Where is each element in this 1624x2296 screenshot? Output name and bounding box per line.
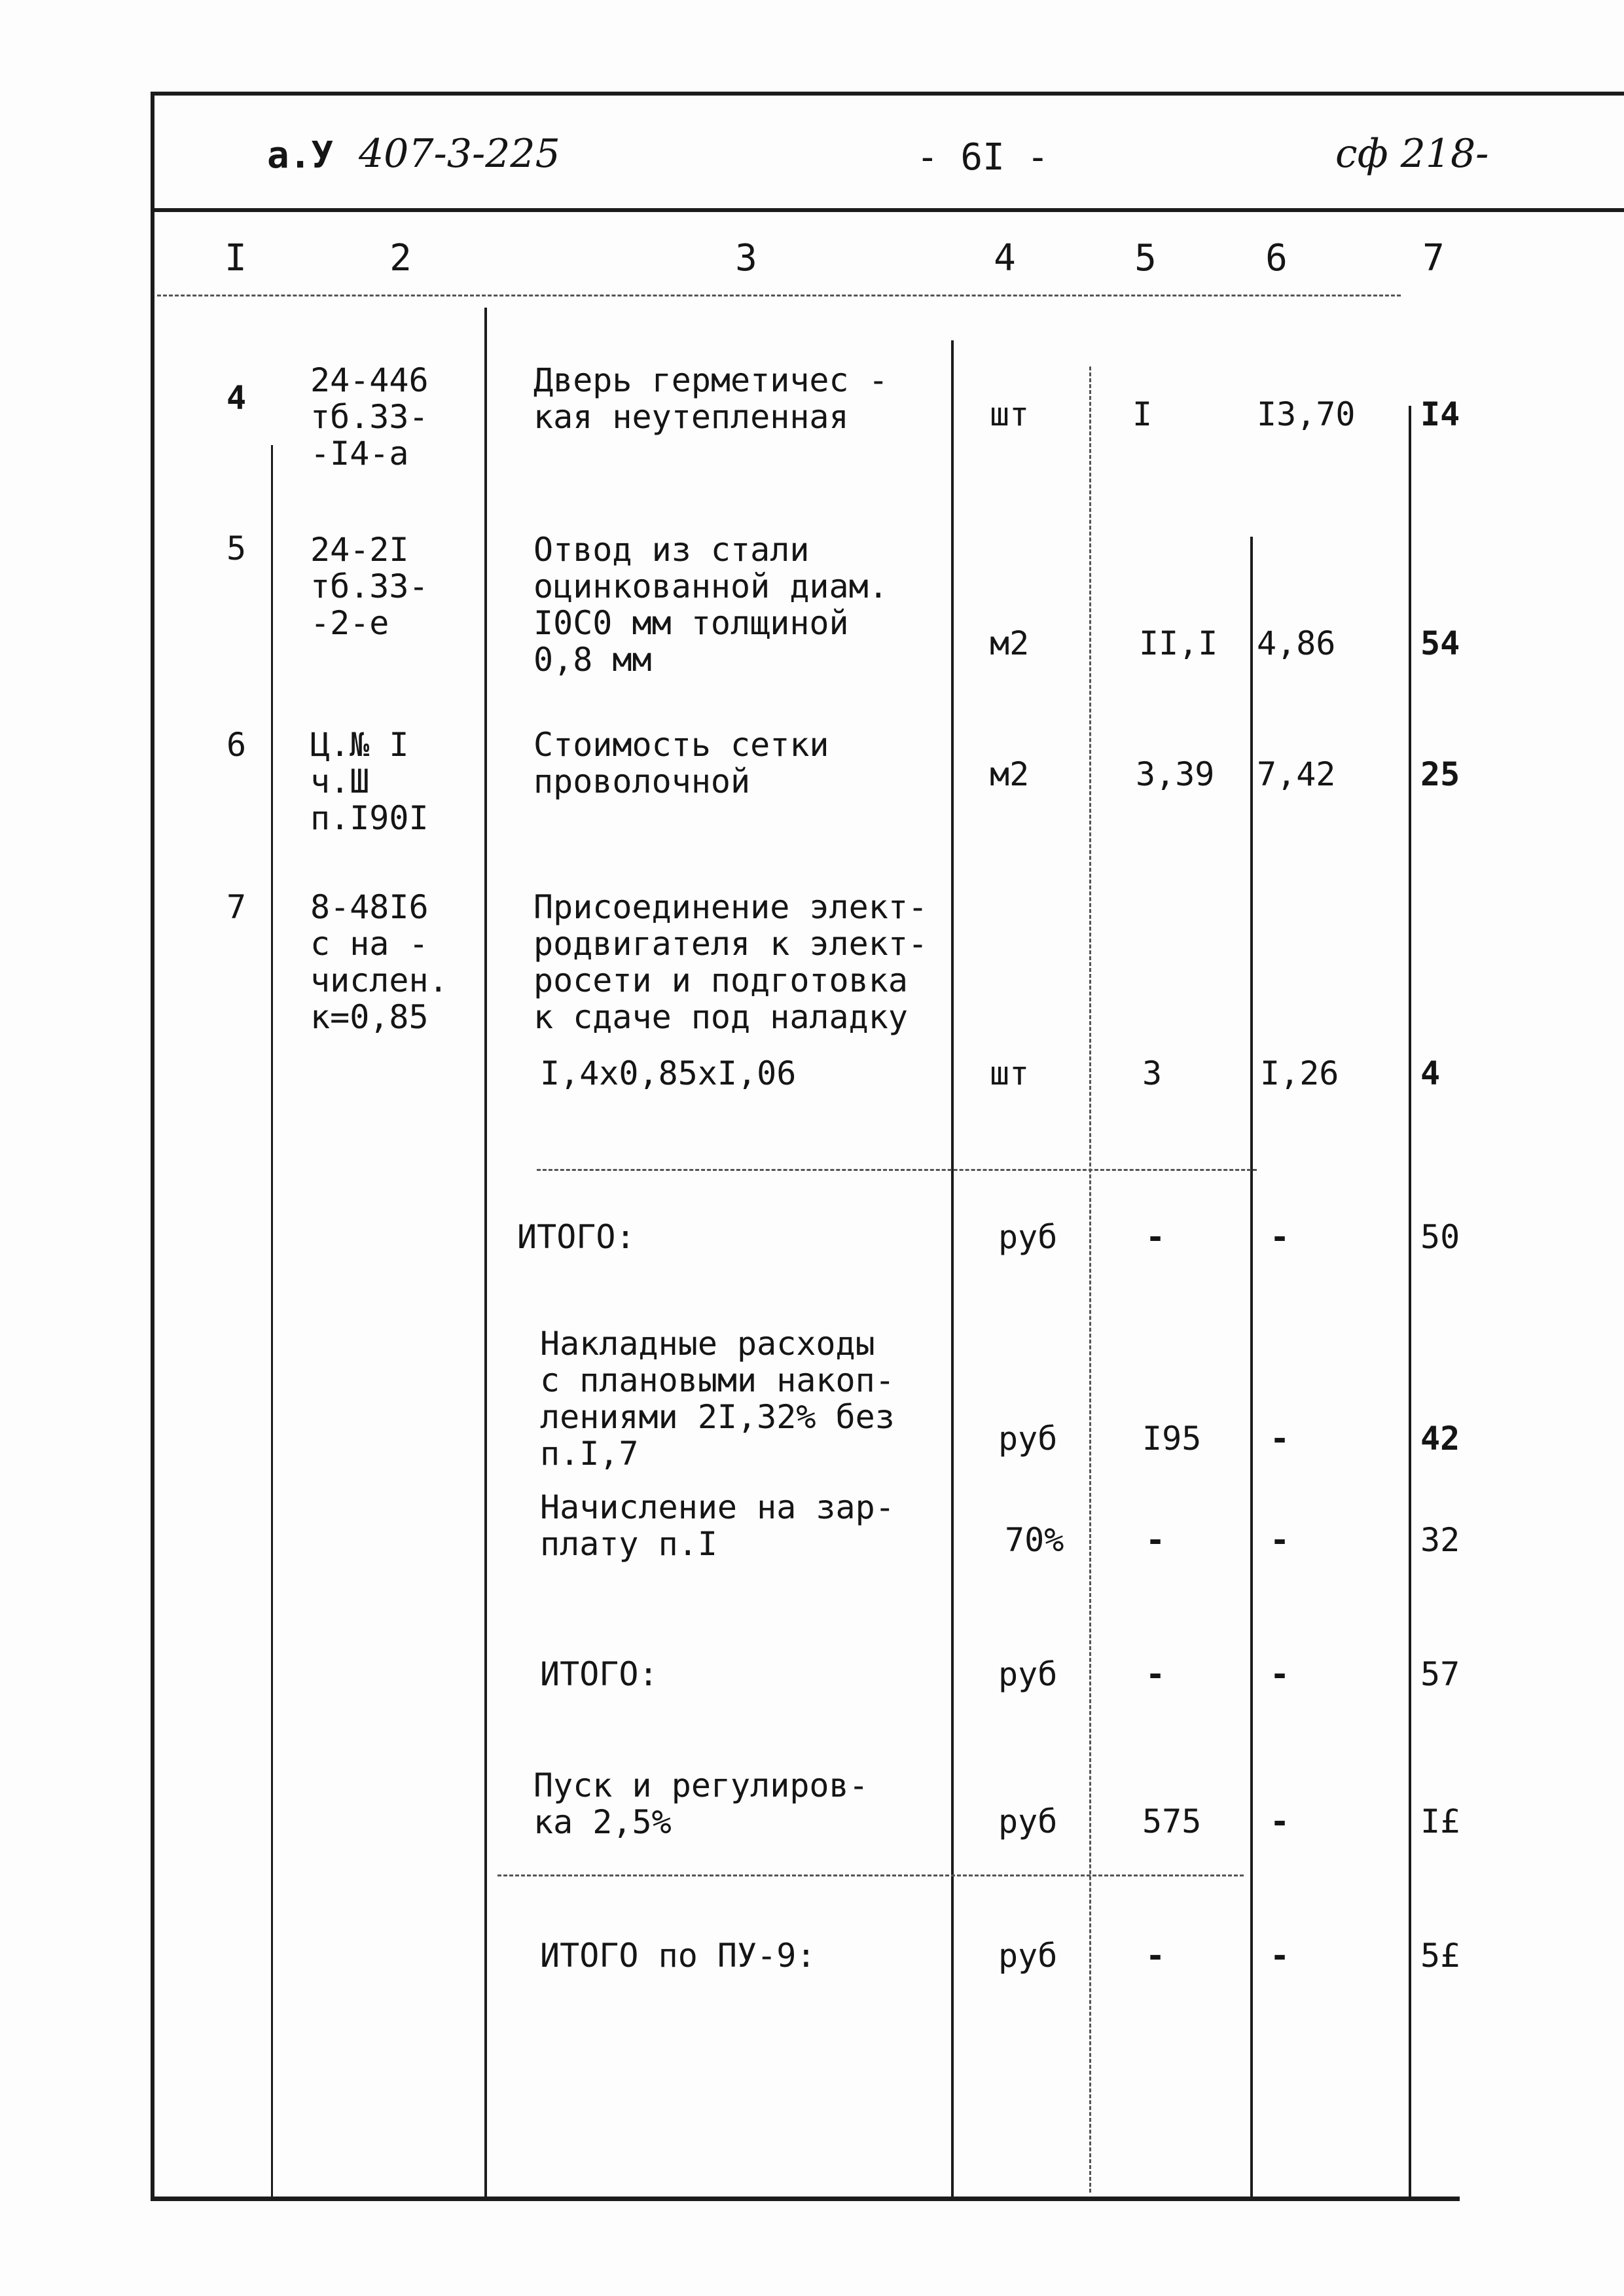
row-reference: 8-48I6 с на - числен. к=0,85: [310, 888, 448, 1036]
summary-quantity: -: [1146, 1655, 1166, 1693]
summary-price: -: [1270, 1420, 1290, 1458]
summary-price: -: [1270, 1521, 1290, 1559]
summary-label: Накладные расходы с плановыми накоп- лениями 2I,32% без п.I,7: [540, 1325, 895, 1473]
column-divider-3: [951, 340, 954, 2199]
summary-label: ИТОГО:: [540, 1655, 659, 1693]
top-border: [151, 92, 1624, 96]
row-quantity: II,I: [1139, 624, 1218, 662]
column-header-4: 4: [994, 237, 1016, 279]
left-border: [151, 92, 154, 2200]
column-divider-5: [1250, 537, 1253, 2199]
row-unit: шт: [990, 395, 1030, 433]
summary-unit: руб: [998, 1218, 1058, 1256]
summary-unit: руб: [998, 1420, 1058, 1458]
summary-label: ИТОГО по ПУ-9:: [540, 1937, 816, 1975]
column-divider-4: [1089, 367, 1091, 2193]
column-header-underline: [157, 295, 1401, 296]
row-total: 25: [1420, 755, 1460, 793]
column-header-6: 6: [1265, 237, 1288, 279]
column-header-3: 3: [735, 237, 757, 279]
summary-label: Начисление на зар- плату п.I: [540, 1488, 895, 1563]
row-description: Отвод из стали оцинкованной диам. I0С0 мм толщиной 0,8 мм: [533, 531, 888, 679]
row-total: 4: [1420, 1054, 1441, 1092]
row-total: 54: [1420, 624, 1460, 662]
row-description: Стоимость сетки проволочной: [533, 726, 829, 800]
row-number: 6: [226, 726, 247, 764]
summary-total: 42: [1420, 1420, 1460, 1458]
bottom-border: [151, 2197, 1460, 2201]
page-number: - 6I -: [916, 136, 1049, 179]
row-reference: 24-446 тб.33- -I4-а: [310, 361, 429, 473]
summary-total: 32: [1420, 1521, 1460, 1559]
row-total: I4: [1420, 395, 1460, 433]
row-unit: м2: [990, 624, 1030, 662]
summary-quantity: -: [1146, 1218, 1166, 1256]
summary-quantity: I95: [1142, 1420, 1202, 1458]
summary-label: ИТОГО:: [517, 1218, 636, 1256]
row-quantity: 3: [1142, 1054, 1163, 1092]
summary-quantity: -: [1146, 1937, 1166, 1975]
row-price: 7,42: [1257, 755, 1336, 793]
row-description: Дверь герметичес - кая неутепленная: [533, 361, 888, 436]
row-price: I,26: [1260, 1054, 1339, 1092]
summary-unit: руб: [998, 1803, 1058, 1840]
summary-quantity: 575: [1142, 1803, 1202, 1840]
summary-total: 57: [1420, 1655, 1460, 1693]
summary-price: -: [1270, 1937, 1290, 1975]
row-description: Присоединение элект- родвигателя к элект- росети и подготовка к сдаче под наладку: [533, 888, 928, 1036]
row-unit: шт: [990, 1054, 1030, 1092]
row-quantity: 3,39: [1136, 755, 1215, 793]
column-divider-2: [484, 308, 487, 2199]
subtotal-separator-2: [497, 1874, 1244, 1876]
sheet-mark: сф 218-: [1335, 131, 1489, 177]
summary-unit: 70%: [1005, 1521, 1064, 1559]
column-header-2: 2: [389, 237, 412, 279]
summary-total: 5£: [1420, 1937, 1460, 1974]
summary-unit: руб: [998, 1937, 1058, 1975]
summary-total: I£: [1420, 1803, 1460, 1840]
document-code: 407-3-225: [359, 131, 560, 177]
row-unit: м2: [990, 755, 1030, 793]
row-reference: Ц.№ I ч.Ш п.I90I: [310, 726, 429, 837]
summary-total: 50: [1420, 1218, 1460, 1256]
row-number: 5: [226, 529, 247, 567]
summary-label: Пуск и регулиров- ка 2,5%: [533, 1767, 869, 1841]
row-price: I3,70: [1257, 395, 1356, 433]
row-formula: I,4x0,85xI,06: [540, 1054, 797, 1092]
row-price: 4,86: [1257, 624, 1336, 662]
summary-price: -: [1270, 1803, 1290, 1840]
row-quantity: I: [1132, 395, 1153, 433]
summary-price: -: [1270, 1218, 1290, 1256]
column-divider-1: [271, 445, 273, 2199]
summary-quantity: -: [1146, 1521, 1166, 1559]
summary-unit: руб: [998, 1655, 1058, 1693]
subtotal-separator-1: [537, 1169, 1257, 1171]
header-separator: [151, 208, 1624, 212]
column-header-1: I: [225, 237, 247, 279]
document-code-prefix: а.У: [267, 134, 334, 177]
summary-price: -: [1270, 1655, 1290, 1693]
row-number: 7: [226, 888, 247, 926]
column-header-7: 7: [1422, 237, 1445, 279]
column-divider-6: [1409, 406, 1411, 2199]
row-number: 4: [226, 379, 247, 417]
column-header-5: 5: [1134, 237, 1157, 279]
row-reference: 24-2I тб.33- -2-е: [310, 531, 429, 642]
